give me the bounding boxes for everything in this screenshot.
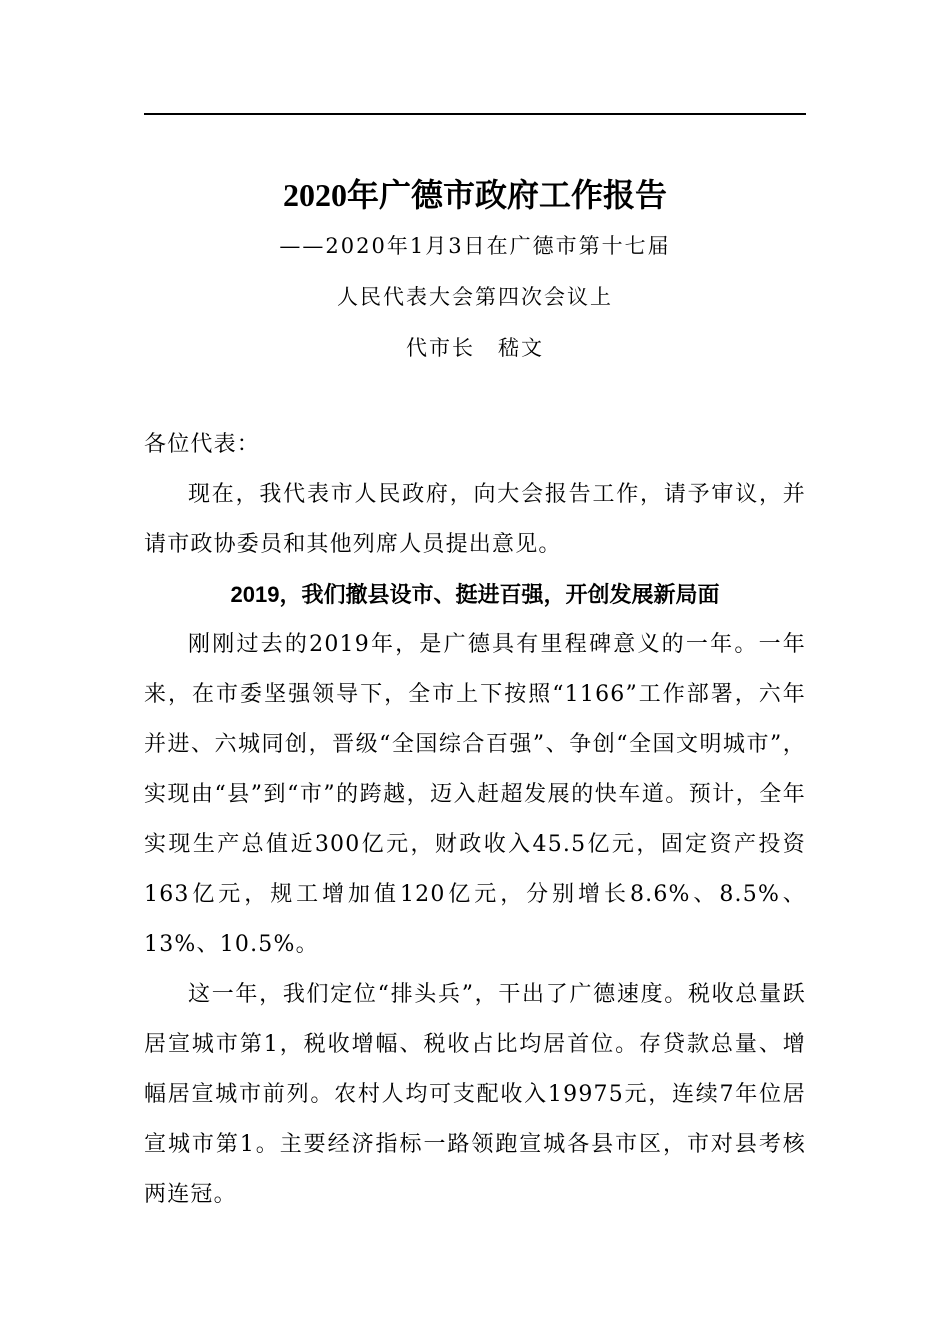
subtitle-date-line: ——2020年1月3日在广德市第十七届 [279, 234, 671, 258]
section-heading: 2019，我们撤县设市、挺进百强，开创发展新局面 [230, 582, 720, 607]
subtitle-speaker-line: 代市长 嵇文 [406, 336, 544, 360]
intro-paragraph: 现在，我代表市人民政府，向大会报告工作，请予审议，并请市政协委员和其他列席人员提出意见。 [144, 482, 806, 557]
body-paragraph-speed: 这一年，我们定位“排头兵”，干出了广德速度。税收总量跃居宣城市第1，税收增幅、税收占比均居首位。存贷款总量、增幅居宣城市前列。农村人均可支配收入19975元，连续7年位居宣城市第1。主要经济指标一路领跑宣城各县市区，市对县考核两连冠。 [144, 982, 806, 1207]
body-paragraph-overview: 刚刚过去的2019年，是广德具有里程碑意义的一年。一年来，在市委坚强领导下，全市上下按照“1166”工作部署，六年并进、六城同创，晋级“全国综合百强”、争创“全国文明城市”，实现由“县”到“市”的跨越，迈入赶超发展的快车道。预计，全年实现生产总值近300亿元，财政收入45.5亿元，固定资产投资163亿元，规工增加值120亿元，分别增长8.6%、8.5%、13%、10.5%。 [144, 632, 806, 957]
document-title: 2020年广德市政府工作报告 [282, 177, 667, 213]
header-rule [144, 113, 806, 115]
subtitle-meeting-line: 人民代表大会第四次会议上 [337, 285, 613, 309]
document-body [144, 420, 806, 1220]
salutation: 各位代表： [144, 432, 261, 457]
